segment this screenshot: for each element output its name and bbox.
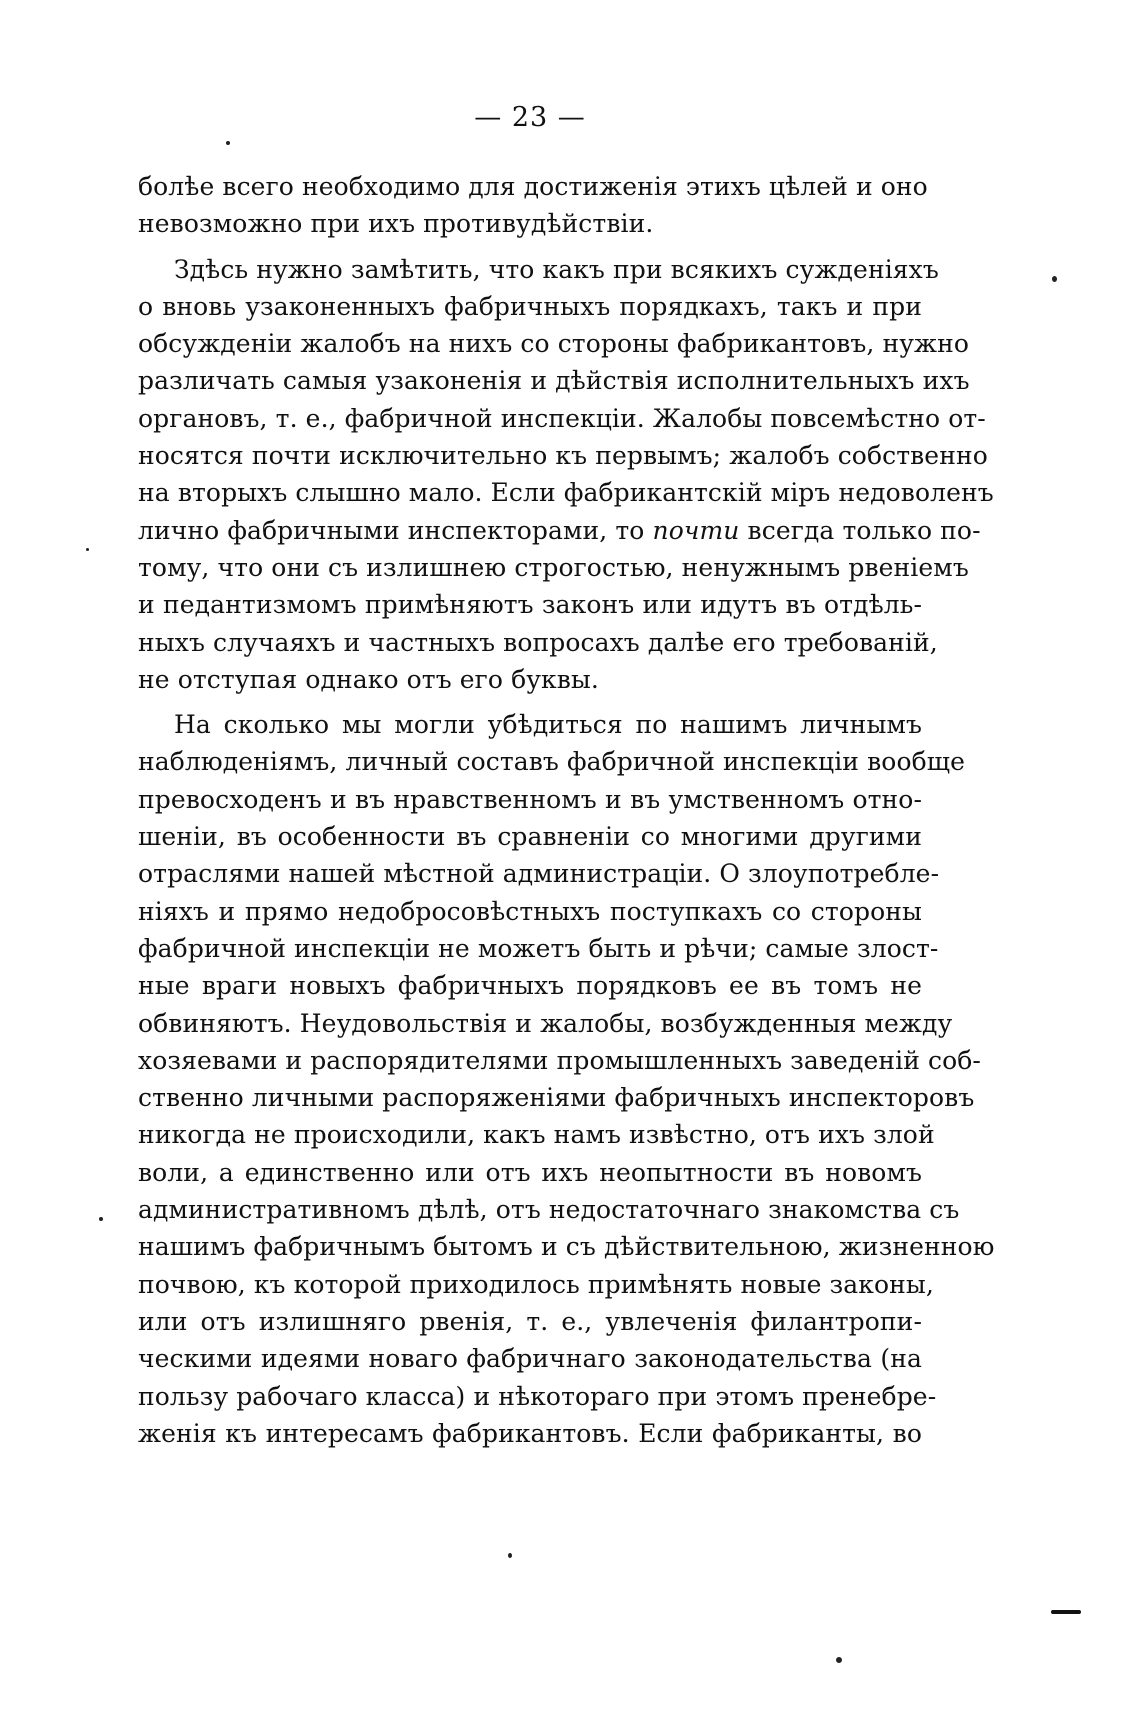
text-line: Здѣсь нужно замѣтить, что какъ при всякихъ сужденіяхъ [174, 254, 939, 284]
text-line: различать самыя узаконенія и дѣйствія исполнительныхъ ихъ [138, 366, 970, 396]
scan-mark [1051, 1610, 1081, 1614]
text-line: воли, а единственно или отъ ихъ неопытности въ новомъ [138, 1157, 922, 1187]
text-line: на вторыхъ слышно мало. Если фабрикантскій міръ недоволенъ [138, 478, 994, 508]
text-line: обвиняютъ. Неудовольствія и жалобы, возбужденныя между [138, 1008, 953, 1038]
text-line: носятся почти исключительно къ первымъ; жалобъ собственно [138, 441, 988, 471]
scan-speck [86, 548, 89, 551]
text-line: болѣе всего необходимо для достиженія этихъ цѣлей и оно [138, 172, 928, 201]
text-line: пользу рабочаго класса) и нѣкотораго при этомъ пренебре- [138, 1381, 937, 1411]
text-line: отраслями нашей мѣстной администраціи. О злоупотребле- [138, 859, 940, 889]
text-line: женія къ интересамъ фабрикантовъ. Если фабриканты, во [138, 1418, 922, 1448]
paragraph [138, 168, 928, 243]
paragraph [138, 706, 995, 1452]
text-line: тому, что они съ излишнею строгостью, ненужнымъ рвеніемъ [138, 552, 969, 582]
text-line-emphasis: лично фабричными инспекторами, то почти всегда только по- [138, 515, 981, 545]
text-line: административномъ дѣлѣ, отъ недостаточнаго знакомства съ [138, 1195, 960, 1225]
text-line: нашимъ фабричнымъ бытомъ и съ дѣйствительною, жизненною [138, 1232, 995, 1262]
text-line: ніяхъ и прямо недобросовѣстныхъ поступкахъ со стороны [138, 896, 922, 926]
text-line: ныхъ случаяхъ и частныхъ вопросахъ далѣе его требованій, [138, 627, 938, 657]
text-line: не отступая однако отъ его буквы. [138, 664, 599, 694]
text-line: ные враги новыхъ фабричныхъ порядковъ ее въ томъ не [138, 971, 922, 1001]
text-line: никогда не происходили, какъ намъ извѣстно, отъ ихъ злой [138, 1120, 935, 1150]
text-line: или отъ излишняго рвенія, т. е., увлеченія филантропи- [138, 1306, 922, 1336]
scan-speck [99, 1217, 103, 1221]
text-line: превосходенъ и въ нравственномъ и въ умственномъ отно- [138, 784, 922, 814]
text-line: шеніи, въ особенности въ сравненіи со многими другими [138, 822, 922, 852]
text-line: наблюденіямъ, личный составъ фабричной инспекціи вообще [138, 747, 965, 777]
text-line: хозяевами и распорядителями промышленныхъ заведеній соб- [138, 1045, 981, 1075]
text-line: фабричной инспекціи не можетъ быть и рѣчи; самые злост- [138, 933, 939, 963]
text-line: обсужденіи жалобъ на нихъ со стороны фабрикантовъ, нужно [138, 329, 970, 359]
text-line: ственно личными распоряженіями фабричныхъ инспекторовъ [138, 1083, 975, 1113]
body-text [138, 168, 995, 1452]
text-line: о вновь узаконенныхъ фабричныхъ порядкахъ, такъ и при [138, 291, 922, 321]
text-line: и педантизмомъ примѣняютъ законъ или идутъ въ отдѣль- [138, 590, 922, 620]
text-line: почвою, къ которой приходилось примѣнять новые законы, [138, 1269, 934, 1299]
scan-speck [836, 1657, 842, 1663]
scan-speck [508, 1553, 512, 1558]
text-line: невозможно при ихъ противудѣйствіи. [138, 209, 654, 239]
text-line: На сколько мы могли убѣдиться по нашимъ личнымъ [174, 710, 922, 740]
text-line: ческими идеями новаго фабричнаго законодательства (на [138, 1344, 922, 1374]
scan-speck [226, 141, 230, 145]
text-line: органовъ, т. е., фабричной инспекціи. Жалобы повсемѣстно от- [138, 403, 986, 433]
page-number: — 23 — [474, 102, 586, 133]
emphasized-word: почти [652, 515, 740, 545]
paragraph [138, 251, 994, 699]
scan-speck [1052, 276, 1057, 282]
